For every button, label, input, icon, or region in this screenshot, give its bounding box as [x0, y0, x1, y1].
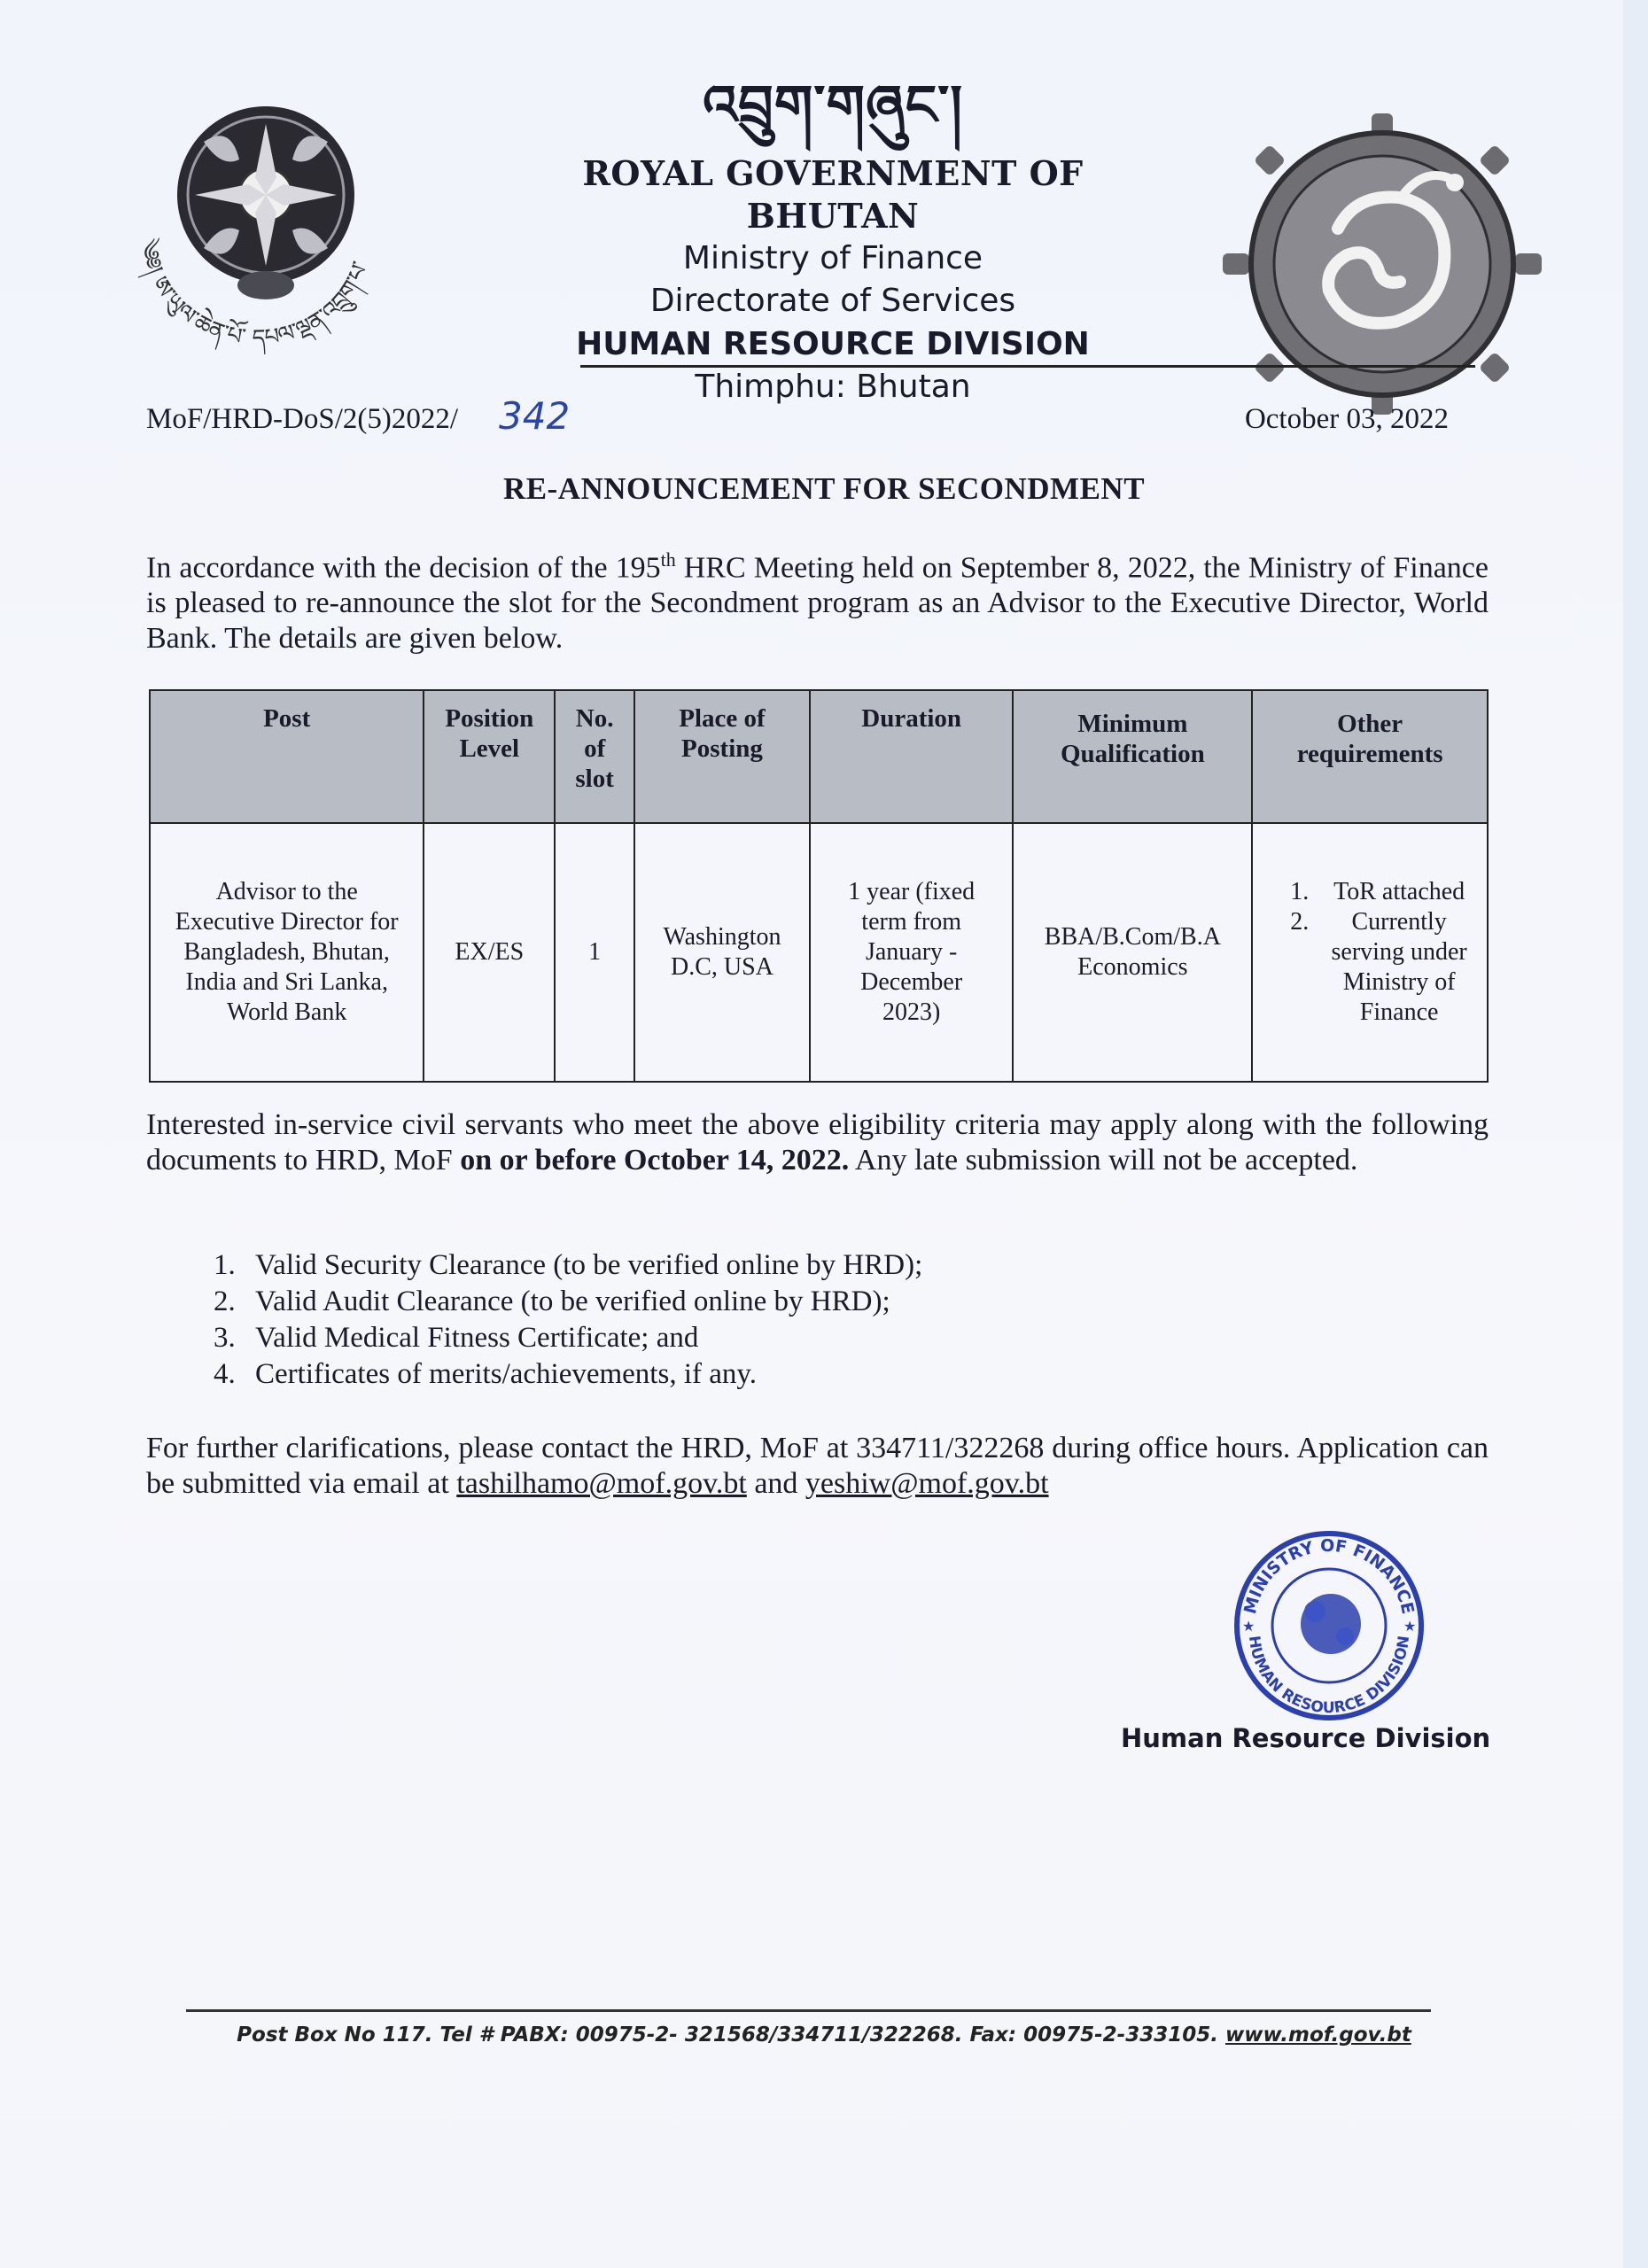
contact-text: For further clarifications, please contact the HRD, MoF at 334711/322268 during office hours. Application can be submitted via email at: [146, 1432, 1489, 1500]
footer-text: Post Box No 117. Tel # PABX: 00975-2- 321568/334711/322268. Fax: 00975-2-333105.: [237, 2023, 1225, 2047]
header-divider: [580, 365, 1475, 368]
svg-text:★: ★: [1242, 1619, 1255, 1635]
deadline-text: on or before October 14, 2022.: [460, 1144, 850, 1177]
header-minimum-qualification: Minimum Qualification: [1013, 690, 1252, 823]
ministry-name: Ministry of Finance: [682, 240, 983, 276]
cell-position-level: EX/ES: [424, 823, 555, 1082]
list-item: 4. Certificates of merits/achievements, if any.: [243, 1356, 922, 1393]
contact-and: and: [746, 1467, 805, 1500]
intro-superscript: th: [660, 548, 676, 571]
government-name: ROYAL GOVERNMENT OF BHUTAN: [582, 153, 1084, 236]
header-other-requirements: Other requirements: [1252, 690, 1488, 823]
footer-divider: [186, 2009, 1431, 2012]
svg-text:༄༅། ཨ་ཡུལ་ཆེན་པོ་ དཔལ་ལྡན་འབྲུ: ༄༅། ཨ་ཡུལ་ཆེན་པོ་ དཔལ་ལྡན་འབྲུག་པ་: [135, 237, 376, 353]
directorate-name: Directorate of Services: [649, 283, 1016, 319]
eligibility-text-end: Any late submission will not be accepted.: [849, 1144, 1358, 1177]
requirement-item: 1. ToR attached: [1315, 877, 1480, 907]
list-item: 3. Valid Medical Fitness Certificate; and: [243, 1320, 922, 1356]
list-item: 1. Valid Security Clearance (to be verified online by HRD);: [243, 1247, 922, 1284]
scan-edge: [1623, 0, 1648, 2268]
cell-qualification: BBA/B.Com/B.A Economics: [1013, 823, 1252, 1082]
required-documents-list: [186, 1247, 922, 1393]
header-position-level: Position Level: [424, 690, 555, 823]
royal-emblem-icon: [106, 89, 399, 354]
cell-other-requirements: [1252, 823, 1488, 1082]
header-no-of-slot: No. of slot: [555, 690, 634, 823]
table-row: [150, 823, 1488, 1082]
document-title: RE-ANNOUNCEMENT FOR SECONDMENT: [502, 471, 1146, 506]
header-place-of-posting: Place of Posting: [634, 690, 810, 823]
city-name: Thimphu: Bhutan: [695, 369, 971, 405]
svg-text:★: ★: [1403, 1619, 1417, 1635]
header-post: Post: [150, 690, 424, 823]
eligibility-text: Interested in-service civil servants who meet the above eligibility criteria may apply along with the following documents to HRD, MoF: [146, 1108, 1489, 1177]
signoff: Human Resource Division: [1121, 1723, 1491, 1753]
intro-text-start: In accordance with the decision of the 195: [146, 551, 661, 585]
intro-text-end: HRC Meeting held on September 8, 2022, the Ministry of Finance is pleased to re-announce the slot for the Secondment program as an Advisor to the Executive Director, World Bank. The details are given below.: [146, 551, 1489, 656]
positions-table: [149, 689, 1489, 1083]
svg-text:MINISTRY OF FINANCE: MINISTRY OF FINANCE: [1240, 1535, 1418, 1616]
svg-text:HUMAN RESOURCE DIVISION: HUMAN RESOURCE DIVISION: [1244, 1635, 1414, 1718]
cell-place: Washington D.C, USA: [634, 823, 810, 1082]
official-seal-icon: [1223, 1519, 1435, 1732]
letter-date: October 03, 2022: [1244, 403, 1449, 435]
reference-row: [146, 394, 1449, 447]
intro-paragraph: [146, 542, 1489, 656]
cell-duration: 1 year (fixed term from January - December 2023): [810, 823, 1014, 1082]
handwritten-number: 342: [499, 394, 571, 438]
contact-paragraph: [146, 1431, 1489, 1502]
requirement-item: 2. Currently serving under Ministry of Finance: [1315, 907, 1480, 1028]
division-name: HUMAN RESOURCE DIVISION: [576, 326, 1090, 362]
letterhead: [496, 71, 1170, 408]
footer-website-link[interactable]: www.mof.gov.bt: [1224, 2023, 1411, 2047]
dzongkha-title: འབྲུག་གཞུང་།: [702, 73, 964, 137]
table-header-row: [150, 690, 1488, 823]
eligibility-paragraph: [146, 1107, 1489, 1178]
cell-post: Advisor to the Executive Director for Bangladesh, Bhutan, India and Sri Lanka, World Bank: [150, 823, 424, 1082]
dharma-wheel-logo-icon: [1223, 113, 1542, 415]
cell-slots: 1: [555, 823, 634, 1082]
email-link-tashilhamo[interactable]: tashilhamo@mof.gov.bt: [456, 1467, 747, 1500]
list-item: 2. Valid Audit Clearance (to be verified online by HRD);: [243, 1284, 922, 1320]
email-link-yeshiw[interactable]: yeshiw@mof.gov.bt: [805, 1467, 1049, 1500]
header-duration: Duration: [810, 690, 1014, 823]
footer: [0, 2023, 1648, 2047]
reference-number: MoF/HRD-DoS/2(5)2022/: [146, 403, 459, 435]
